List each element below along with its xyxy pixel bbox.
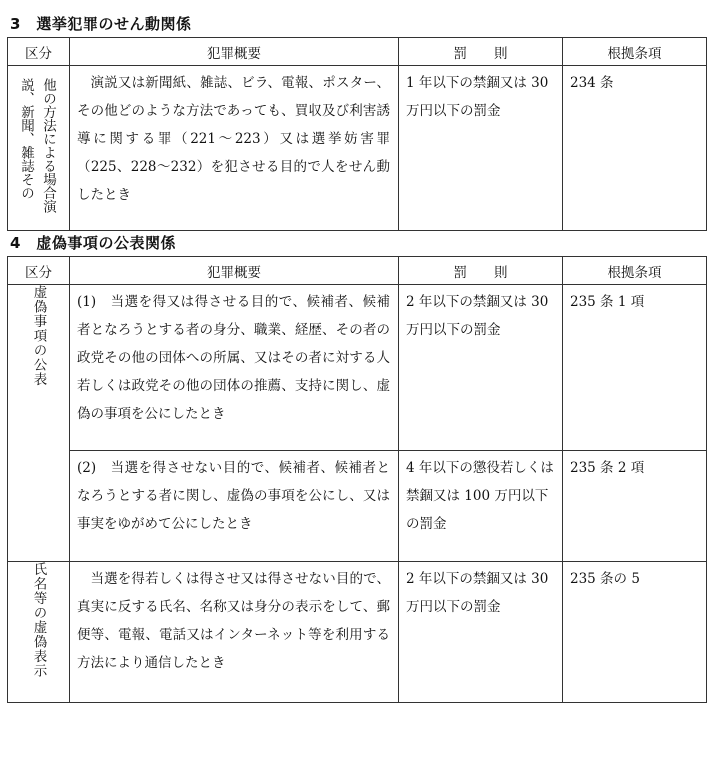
summary-text: 当選を得若しくは得させ又は得させない目的で、真実に反する氏名、名称又は身分の表示をして、郵便等、電報、電話又はインターネット等を利用する方法により通信したとき xyxy=(77,571,390,671)
header-category: 区分 xyxy=(8,38,70,66)
article-text: 235 条 2 項 xyxy=(570,460,645,476)
table-header-row xyxy=(8,38,707,66)
article-cell xyxy=(563,66,707,231)
header-summary: 犯罪概要 xyxy=(70,38,399,66)
article-cell xyxy=(563,451,707,562)
penalty-text: 2 年以下の禁錮又は 30 万円以下の罰金 xyxy=(406,294,549,338)
header-article: 根拠条項 xyxy=(563,38,707,66)
header-penalty: 罰 則 xyxy=(399,257,563,285)
summary-cell xyxy=(70,562,399,703)
table-header-row xyxy=(8,257,707,285)
table-row xyxy=(8,562,707,703)
category-label: 他の方法による場合演説、新聞、雑誌その xyxy=(18,78,56,213)
table-row xyxy=(8,451,707,562)
penalty-cell xyxy=(399,285,563,451)
section4-table xyxy=(7,256,707,703)
category-cell xyxy=(8,562,70,703)
article-text: 234 条 xyxy=(570,75,614,91)
table-row xyxy=(8,285,707,451)
summary-cell xyxy=(70,66,399,231)
penalty-text: 4 年以下の懲役若しくは禁錮又は 100 万円以下の罰金 xyxy=(406,460,554,532)
category-cell xyxy=(8,285,70,562)
header-category: 区分 xyxy=(8,257,70,285)
article-cell xyxy=(563,285,707,451)
category-cell xyxy=(8,66,70,231)
penalty-cell xyxy=(399,562,563,703)
article-text: 235 条の 5 xyxy=(570,571,640,587)
summary-text: 演説又は新聞紙、雑誌、ビラ、電報、ポスター、その他どのような方法であっても、買収及び利害誘導に関する罪（221～223）又は選挙妨害罪（225、228～232）を犯させる目的で人をせん動したとき xyxy=(77,75,390,203)
table-row xyxy=(8,66,707,231)
penalty-text: 2 年以下の禁錮又は 30 万円以下の罰金 xyxy=(406,571,549,615)
header-summary: 犯罪概要 xyxy=(70,257,399,285)
category-label: 氏名等の虚偽表示 xyxy=(30,562,47,678)
header-article: 根拠条項 xyxy=(563,257,707,285)
section3-table xyxy=(7,37,707,231)
article-cell xyxy=(563,562,707,703)
category-label: 虚偽事項の公表 xyxy=(30,285,47,387)
penalty-text: 1 年以下の禁錮又は 30 万円以下の罰金 xyxy=(406,75,549,119)
summary-cell xyxy=(70,451,399,562)
article-text: 235 条 1 項 xyxy=(570,294,645,310)
penalty-cell xyxy=(399,66,563,231)
penalty-cell xyxy=(399,451,563,562)
section3-heading: 3 選挙犯罪のせん動関係 xyxy=(10,15,192,33)
header-penalty: 罰 則 xyxy=(399,38,563,66)
summary-text: (1) 当選を得又は得させる目的で、候補者、候補者となろうとする者の身分、職業、経歴、その者の政党その他の団体への所属、又はその者に対する人若しくは政党その他の団体の推薦、支持に関し、虚偽の事項を公にしたとき xyxy=(77,294,390,422)
summary-cell xyxy=(70,285,399,451)
summary-text: (2) 当選を得させない目的で、候補者、候補者となろうとする者に関し、虚偽の事項を公にし、又は事実をゆがめて公にしたとき xyxy=(77,460,390,532)
section4-heading: 4 虚偽事項の公表関係 xyxy=(10,234,176,252)
